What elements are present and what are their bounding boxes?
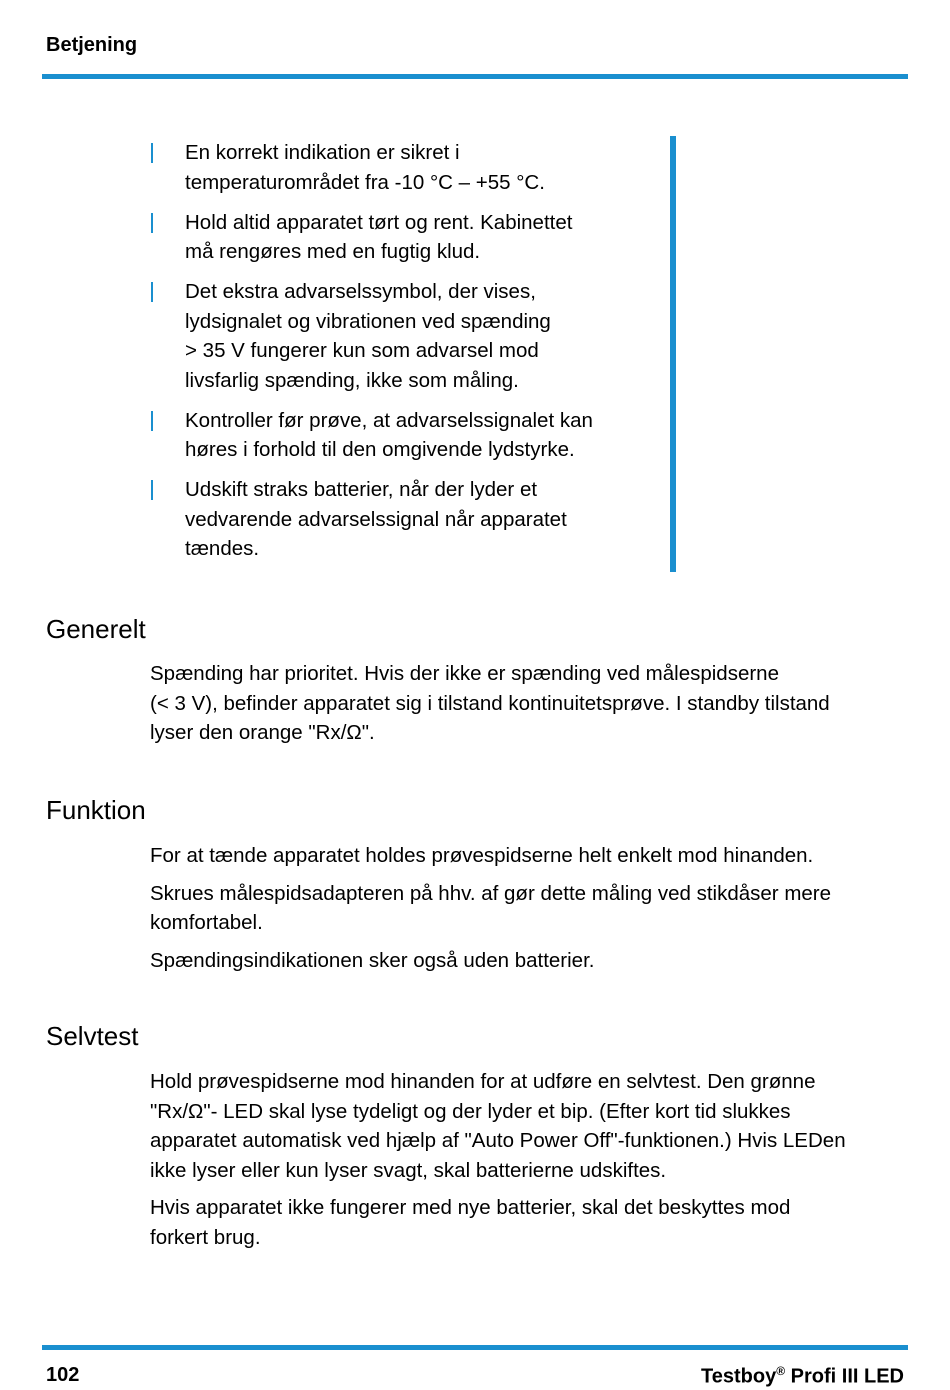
safety-note-item (150, 138, 650, 197)
footer-brand: Testboy (701, 1365, 777, 1388)
note-line: Udskift straks batterier, når der lyder et (185, 478, 538, 501)
paragraph-line: komfortabel. (150, 911, 263, 934)
paragraph-line: ikke lyser eller kun lyser svagt, skal batterierne udskiftes. (150, 1158, 667, 1182)
footer-page-number: 102 (46, 1364, 80, 1386)
paragraph-line: Spænding har prioritet. Hvis der ikke er spænding ved målespidserne (150, 662, 779, 685)
note-line: høres i forhold til den omgivende lydstyrke. (185, 438, 575, 461)
note-line: vedvarende advarselssignal når apparatet (185, 507, 567, 531)
note-line: tændes. (185, 537, 260, 560)
paragraph-line: (< 3 V), befinder apparatet sig i tilstand kontinuitetsprøve. I standby tilstand (150, 691, 830, 715)
footer-product-name (701, 1364, 904, 1389)
registered-mark: ® (776, 1364, 786, 1378)
paragraph-line: Skrues målespidsadapteren på hhv. af gør dette måling ved stikdåser mere (150, 881, 832, 905)
bullet-bar-icon (151, 480, 153, 500)
page-header-title: Betjening (46, 34, 138, 56)
bullet-bar-icon (151, 213, 153, 233)
section-title-generelt: Generelt (46, 614, 146, 644)
paragraph-line: forkert brug. (150, 1225, 261, 1249)
note-line: livsfarlig spænding, ikke som måling. (185, 368, 519, 392)
note-line: lydsignalet og vibrationen ved spænding (185, 309, 551, 333)
note-line: > 35 V fungerer kun som advarsel mod (185, 339, 539, 362)
body-paragraph (150, 946, 910, 976)
paragraph-line: For at tænde apparatet holdes prøvespidserne helt enkelt mod hinanden. (150, 844, 814, 867)
paragraph-line: "Rx/Ω"- LED skal lyse tydeligt og der lyder et bip. (Efter kort tid slukkes (150, 1099, 791, 1123)
note-line: må rengøres med en fugtig klud. (185, 240, 481, 263)
paragraph-line: Hold prøvespidserne mod hinanden for at udføre en selvtest. Den grønne (150, 1070, 816, 1093)
section-body-funktion (150, 841, 910, 983)
footer-rule (42, 1345, 908, 1350)
paragraph-line: apparatet automatisk ved hjælp af "Auto Power Off"-funktionen.) Hvis LEDen (150, 1129, 846, 1152)
body-paragraph (150, 1193, 910, 1252)
header-rule (42, 74, 908, 79)
section-body-generelt (150, 659, 910, 756)
safety-note-item (150, 277, 650, 395)
paragraph-line: lyser den orange "Rx/Ω". (150, 721, 375, 744)
note-line: temperaturområdet fra -10 °C – +55 °C. (185, 170, 545, 194)
bullet-bar-icon (151, 411, 153, 431)
section-body-selvtest (150, 1067, 910, 1260)
bullet-bar-icon (151, 143, 153, 163)
safety-notes-list (150, 138, 650, 574)
safety-note-item (150, 406, 650, 465)
note-line: Det ekstra advarselssymbol, der vises, (185, 280, 536, 303)
bullet-bar-icon (151, 282, 153, 302)
paragraph-line: Hvis apparatet ikke fungerer med nye batterier, skal det beskyttes mod (150, 1196, 791, 1219)
body-paragraph (150, 841, 910, 871)
body-paragraph (150, 659, 910, 748)
body-paragraph (150, 1067, 910, 1185)
note-line: Hold altid apparatet tørt og rent. Kabinettet (185, 210, 573, 234)
safety-note-item (150, 475, 650, 564)
section-title-funktion: Funktion (46, 795, 146, 825)
note-line: En korrekt indikation er sikret i (185, 141, 460, 164)
section-title-selvtest: Selvtest (46, 1021, 139, 1051)
footer-model: Profi III LED (785, 1365, 904, 1388)
body-paragraph (150, 879, 910, 938)
note-line: Kontroller før prøve, at advarselssignalet kan (185, 408, 593, 432)
safety-note-item (150, 208, 650, 267)
notes-side-bar (670, 136, 676, 572)
paragraph-line: Spændingsindikationen sker også uden batterier. (150, 948, 595, 972)
